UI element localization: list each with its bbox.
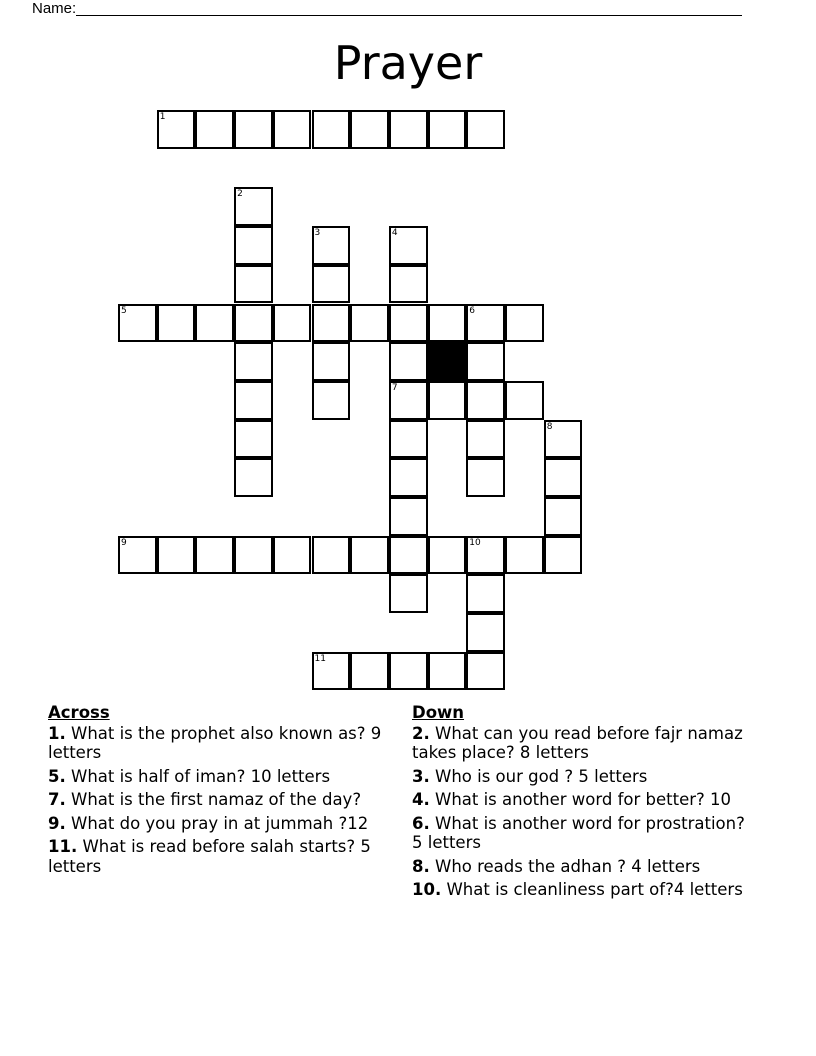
clue-text: Who is our god ? 5 letters — [435, 766, 648, 786]
grid-cell[interactable] — [389, 420, 428, 459]
grid-cell[interactable] — [350, 536, 389, 575]
clue-num: 7. — [48, 790, 66, 809]
clue-number: 3 — [314, 228, 321, 239]
clue-text: Who reads the adhan ? 4 letters — [435, 856, 701, 876]
clue-text: What is another word for prostration? 5 letters — [412, 813, 745, 852]
grid-cell[interactable] — [428, 381, 467, 420]
grid-cell[interactable] — [234, 187, 273, 226]
across-clue — [48, 837, 393, 876]
grid-cell[interactable] — [157, 110, 196, 149]
grid-cell[interactable] — [466, 574, 505, 613]
grid-cell[interactable] — [273, 536, 312, 575]
grid-cell[interactable] — [428, 304, 467, 343]
grid-cell[interactable] — [312, 304, 351, 343]
clue-num: 4. — [412, 790, 430, 809]
clue-num: 11. — [48, 837, 78, 856]
across-clue — [48, 767, 393, 787]
grid-cell[interactable] — [428, 652, 467, 691]
down-clue — [412, 767, 757, 787]
clue-number: 4 — [391, 228, 398, 239]
clue-number: 11 — [314, 653, 326, 664]
grid-cell[interactable] — [466, 458, 505, 497]
grid-cell[interactable] — [312, 265, 351, 304]
clue-num: 9. — [48, 813, 66, 833]
grid-cell[interactable] — [195, 536, 234, 575]
grid-cell[interactable] — [234, 342, 273, 381]
clue-num: 8. — [412, 856, 430, 876]
grid-cell[interactable] — [505, 381, 544, 420]
clue-text: What can you read before fajr namaz takes place? 8 letters — [412, 723, 743, 762]
grid-cell[interactable] — [234, 226, 273, 265]
grid-cell[interactable] — [195, 304, 234, 343]
grid-cell[interactable] — [389, 458, 428, 497]
clue-text: What is half of iman? 10 letters — [71, 766, 331, 786]
clue-number: 9 — [121, 537, 127, 548]
across-clue — [48, 814, 393, 834]
clue-number: 10 — [469, 537, 481, 548]
clue-number: 1 — [159, 112, 166, 122]
clue-num: 5. — [48, 766, 66, 786]
across-clues — [48, 703, 393, 880]
clue-number: 6 — [469, 305, 476, 316]
clue-num: 6. — [412, 813, 430, 833]
grid-cell[interactable] — [389, 342, 428, 381]
grid-cell[interactable] — [312, 342, 351, 381]
clue-text: What is cleanliness part of?4 letters — [446, 880, 743, 899]
clue-number: 2 — [237, 189, 243, 200]
down-clue — [412, 880, 757, 900]
grid-cell[interactable] — [312, 381, 351, 420]
grid-cell[interactable] — [389, 304, 428, 343]
clue-num: 10. — [412, 880, 442, 899]
grid-cell[interactable] — [389, 497, 428, 536]
grid-cell[interactable] — [505, 536, 544, 575]
grid-cell[interactable] — [273, 110, 312, 149]
across-clue — [48, 724, 393, 763]
grid-cell[interactable] — [466, 110, 505, 149]
grid-cell[interactable] — [544, 497, 583, 536]
grid-cell[interactable] — [505, 304, 544, 343]
black-cell — [428, 342, 467, 381]
grid-cell[interactable] — [466, 652, 505, 691]
name-field[interactable] — [76, 15, 742, 16]
grid-cell[interactable] — [466, 613, 505, 652]
grid-cell[interactable] — [234, 265, 273, 304]
grid-cell[interactable] — [195, 110, 234, 149]
clue-num: 1. — [48, 723, 66, 743]
grid-cell[interactable] — [466, 342, 505, 381]
grid-cell[interactable] — [544, 458, 583, 497]
grid-cell[interactable] — [312, 226, 351, 265]
clue-text: What do you pray in at jummah ?12 — [71, 813, 369, 833]
down-heading: Down — [412, 703, 465, 722]
grid-cell[interactable] — [544, 420, 583, 459]
grid-cell[interactable] — [312, 536, 351, 575]
name-label: Name: — [32, 0, 77, 17]
grid-cell[interactable] — [118, 304, 157, 343]
across-clue — [48, 790, 393, 810]
grid-cell[interactable] — [544, 536, 583, 575]
grid-cell[interactable] — [234, 458, 273, 497]
grid-cell[interactable] — [466, 420, 505, 459]
grid-cell[interactable] — [350, 304, 389, 343]
clue-num: 2. — [412, 723, 430, 743]
grid-cell[interactable] — [389, 265, 428, 304]
grid-cell[interactable] — [350, 110, 389, 149]
grid-cell[interactable] — [389, 110, 428, 149]
grid-cell[interactable] — [389, 226, 428, 265]
down-clue — [412, 814, 757, 853]
page-title: Prayer — [333, 36, 483, 90]
grid-cell[interactable] — [234, 304, 273, 343]
grid-cell[interactable] — [389, 652, 428, 691]
grid-cell[interactable] — [234, 536, 273, 575]
grid-cell[interactable] — [234, 381, 273, 420]
clue-number: 5 — [121, 305, 127, 316]
grid-cell[interactable] — [389, 574, 428, 613]
clue-num: 3. — [412, 766, 430, 786]
grid-cell[interactable] — [466, 381, 505, 420]
clue-text: What is the first namaz of the day? — [71, 790, 362, 809]
clue-text: What is read before salah starts? 5 letters — [48, 837, 371, 876]
grid-cell[interactable] — [157, 304, 196, 343]
grid-cell[interactable] — [428, 536, 467, 575]
grid-cell[interactable] — [234, 420, 273, 459]
grid-cell[interactable] — [312, 652, 351, 691]
grid-cell[interactable] — [118, 536, 157, 575]
grid-cell[interactable] — [234, 110, 273, 149]
clue-number: 8 — [546, 421, 553, 432]
grid-cell[interactable] — [466, 304, 505, 343]
grid-cell[interactable] — [428, 110, 467, 149]
grid-cell[interactable] — [389, 381, 428, 420]
down-clue — [412, 857, 757, 877]
grid-cell[interactable] — [157, 536, 196, 575]
grid-cell[interactable] — [350, 652, 389, 691]
clue-number: 7 — [391, 382, 398, 393]
clue-text: What is another word for better? 10 — [435, 790, 732, 809]
grid-cell[interactable] — [466, 536, 505, 575]
down-clue — [412, 724, 757, 763]
grid-cell[interactable] — [312, 110, 351, 149]
grid-cell[interactable] — [273, 304, 312, 343]
clue-text: What is the prophet also known as? 9 letters — [48, 723, 382, 762]
across-heading: Across — [48, 703, 110, 722]
grid-cell[interactable] — [389, 536, 428, 575]
down-clues — [412, 703, 757, 904]
down-clue — [412, 790, 757, 810]
